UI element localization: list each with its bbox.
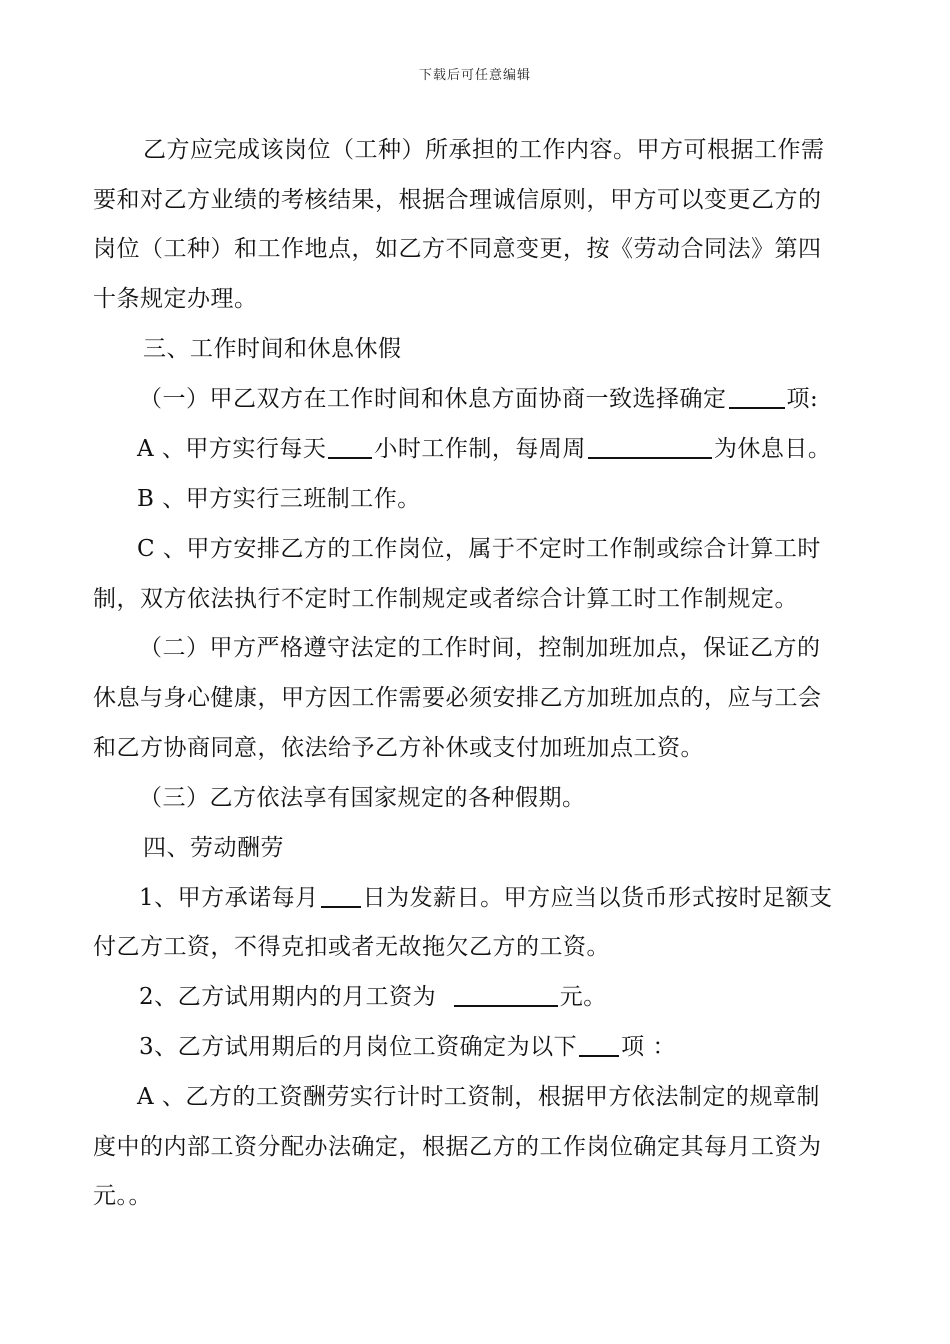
line-text: 日为发薪日。甲方应当以货币形式按时足额支 (362, 885, 833, 911)
paragraph-line: C 、甲方安排乙方的工作岗位，属于不定时工作制或综合计算工时 (137, 536, 821, 562)
paragraph-line (139, 883, 833, 913)
page-header: 下载后可任意编辑 (418, 68, 531, 83)
line-text: 3、乙方试用期后的月岗位工资确定为以下 (139, 1034, 578, 1060)
line-text: 1、甲方承诺每月 (139, 885, 319, 911)
line-text: 项: (786, 386, 819, 412)
paragraph-line: （二）甲方严格遵守法定的工作时间，控制加班加点，保证乙方的 (139, 635, 821, 661)
paragraph-line (139, 1032, 676, 1062)
line-text: 小时工作制，每周周 (374, 436, 586, 462)
paragraph-line: A 、乙方的工资酬劳实行计时工资制，根据甲方依法制定的规章制 (137, 1084, 820, 1110)
line-text: （一）甲乙双方在工作时间和休息方面协商一致选择确定 (139, 386, 727, 412)
paragraph-line: 休息与身心健康，甲方因工作需要必须安排乙方加班加点的，应与工会 (93, 685, 822, 711)
paragraph-line (137, 434, 831, 464)
paragraph-line: （三）乙方依法享有国家规定的各种假期。 (139, 785, 586, 811)
paragraph-line: 十条规定办理。 (93, 286, 258, 312)
paragraph-line (139, 982, 607, 1012)
paragraph-line: 制，双方依法执行不定时工作制规定或者综合计算工时工作制规定。 (93, 586, 798, 612)
paragraph-line: 要和对乙方业绩的考核结果，根据合理诚信原则，甲方可以变更乙方的 (93, 187, 822, 213)
fill-in-blank[interactable] (579, 1033, 619, 1057)
fill-in-blank[interactable] (321, 884, 361, 908)
line-text: 元。 (559, 984, 607, 1010)
paragraph-line: 付乙方工资，不得克扣或者无故拖欠乙方的工资。 (93, 934, 610, 960)
fill-in-blank[interactable] (328, 435, 372, 459)
paragraph-line: 岗位（工种）和工作地点，如乙方不同意变更，按《劳动合同法》第四 (93, 236, 822, 262)
section-heading: 三、工作时间和休息休假 (143, 336, 402, 362)
fill-in-blank[interactable] (454, 983, 558, 1007)
paragraph-line: 度中的内部工资分配办法确定，根据乙方的工作岗位确定其每月工资为 (93, 1134, 822, 1160)
paragraph-line: 和乙方协商同意，依法给予乙方补休或支付加班加点工资。 (93, 735, 704, 761)
line-text: 为休息日。 (713, 436, 832, 462)
paragraph-line: B 、甲方实行三班制工作。 (137, 486, 421, 512)
line-text: A 、甲方实行每天 (137, 436, 327, 462)
fill-in-blank[interactable] (729, 385, 785, 409)
section-heading: 四、劳动酬劳 (143, 835, 284, 861)
paragraph-line (139, 384, 818, 414)
fill-in-blank[interactable] (588, 435, 712, 459)
paragraph-line: 元。。 (93, 1183, 152, 1209)
paragraph-line: 乙方应完成该岗位（工种）所承担的工作内容。甲方可根据工作需 (143, 137, 825, 163)
line-text: 项 ： (621, 1034, 676, 1060)
line-text: 2、乙方试用期内的月工资为 (139, 984, 437, 1010)
